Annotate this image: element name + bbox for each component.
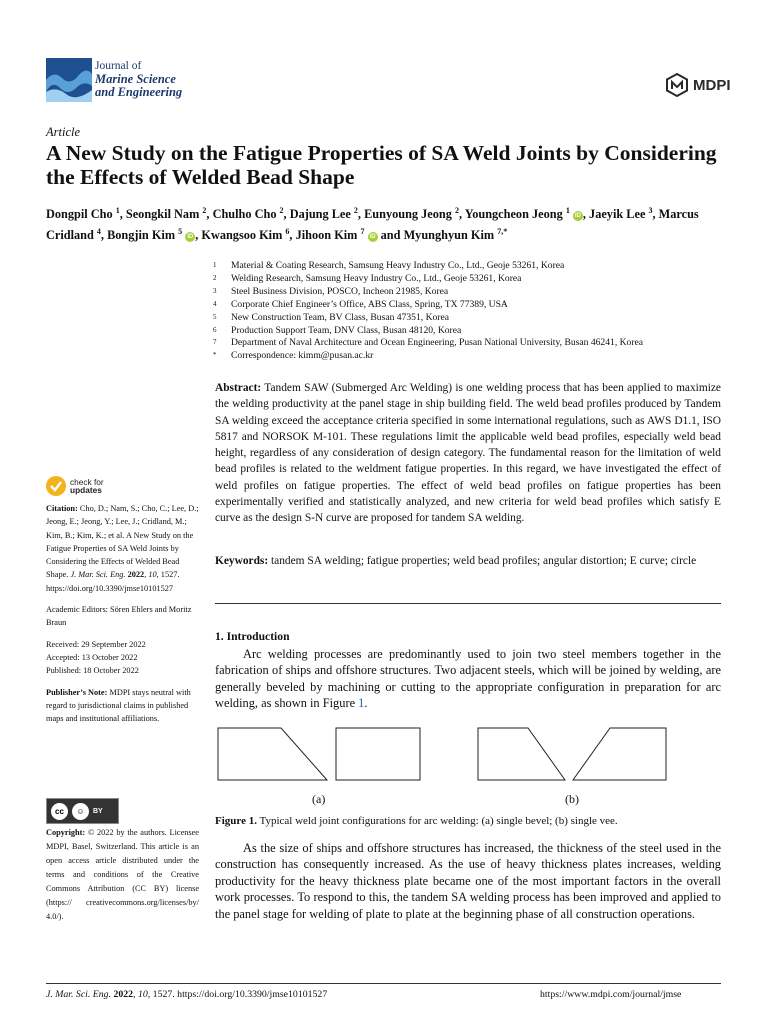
affiliation-number: 7 <box>213 338 217 347</box>
journal-title-line2: Marine Science <box>95 72 176 86</box>
footer-citation: J. Mar. Sci. Eng. 2022, 10, 1527. https://doi.org/10.3390/jmse10101527 <box>46 989 328 1000</box>
divider <box>215 603 721 604</box>
affiliation-item <box>213 350 733 363</box>
figure-1-diagram <box>215 724 721 784</box>
author-affiliation-sup: 5 <box>178 227 183 237</box>
figure-1-caption-label: Figure 1. <box>215 815 257 827</box>
affiliation-number: * <box>213 351 217 360</box>
cc-by-label: BY <box>93 807 103 815</box>
keywords <box>215 553 721 569</box>
affiliation-item <box>213 337 733 350</box>
footer-divider <box>46 983 721 984</box>
publisher-name: MDPI <box>693 76 731 94</box>
author-name: Dajung Lee $^2$ <box>289 206 358 222</box>
citation-year: 2022 <box>127 570 145 580</box>
mdpi-hexagon-icon <box>665 73 689 97</box>
article-type: Article <box>46 125 81 139</box>
copyright-notice <box>46 826 199 924</box>
orcid-icon[interactable]: iD <box>574 213 581 220</box>
author-affiliation-sup: 1 <box>115 206 120 215</box>
orcid-icon[interactable]: iD <box>369 234 376 241</box>
affiliation-number: 1 <box>213 261 217 269</box>
author-name: Chulho Cho $^2$ <box>212 206 284 222</box>
abstract <box>215 380 721 527</box>
author-name: Marcus Cridland $^4$ <box>46 207 699 243</box>
author-name: Seongkil Nam $^2$ <box>125 206 207 222</box>
author-name: Youngcheon Jeong $^1$ iD <box>464 206 581 222</box>
affiliation-list <box>213 260 733 363</box>
author-name: Jihoon Kim $^7$ iD <box>295 227 376 243</box>
author-affiliation-sup: 2 <box>454 206 459 215</box>
author-name: Bongjin Kim $^5$ iD <box>107 227 194 243</box>
copyright-label: Copyright: <box>46 828 86 837</box>
cc-by-license-badge[interactable] <box>46 798 119 824</box>
published-date: Published: 18 October 2022 <box>46 666 139 676</box>
vee-plate-left <box>478 728 565 780</box>
check-label-1: check for <box>70 476 104 487</box>
attribution-person-icon: ☺ <box>72 803 89 820</box>
affiliation-item <box>213 273 733 286</box>
bevel-plate-left <box>218 728 327 780</box>
affiliation-item <box>213 286 733 299</box>
subfigure-a-label: (a) <box>312 792 326 806</box>
publisher-note-text: MDPI stays neutral with regard to jurisdictional claims in published maps and institutional affiliations. <box>46 687 191 724</box>
footer-year: 2022 <box>113 989 134 1000</box>
affiliation-item <box>213 299 733 312</box>
bevel-plate-right <box>336 728 420 780</box>
publisher-logo <box>665 70 731 100</box>
abstract-text: Tandem SAW (Submerged Arc Welding) is one welding process that has been applied to maximize the welding productivity at the panel stage in ship building field. The weld bead profiles produced by Tandem SA welding exceed the acceptance criteria specified in some international regulations, such as AWS D1.1, ISO 5817 and NORSOK M-101. These regulations limit the applicable weld bead profiles, especially weld bead height, regardless of any consideration of design category. The fundamental reason for the limitation of weld bead profiles is related to the weldment fatigue properties. In this regard, we have investigated the effect of weld profiles on fatigue properties. The effect of weld bead profiles on fatigue properties has been experimentally verified and statistically analyzed, and new criteria for weld bead profiles which satisfy E curve as the design S-N curve are proposed for tandem SA welding. <box>215 382 721 525</box>
figure-1-link[interactable]: 1 <box>358 696 365 711</box>
author-name: Myunghyun Kim $^{7,*}$ <box>403 227 508 243</box>
author-affiliation-sup: 7 <box>360 227 365 237</box>
publisher-note <box>46 686 199 726</box>
vee-plate-right <box>573 728 666 780</box>
paragraph-1-end: . <box>364 696 368 711</box>
affiliation-text: New Construction Team, BV Class, Busan 47351, Korea <box>231 311 450 323</box>
journal-logo <box>46 58 92 102</box>
affiliation-number: 6 <box>213 325 217 334</box>
publisher-note-label: Publisher’s Note: <box>46 687 108 697</box>
figure-1-caption-text: Typical weld joint configurations for arc welding: (a) single bevel; (b) single vee. <box>259 815 618 827</box>
orcid-icon[interactable]: iD <box>187 234 194 241</box>
academic-editors: Academic Editors: Sören Ehlers and Moritz Braun <box>46 605 192 628</box>
author-name: Eunyoung Jeong $^2$ <box>364 206 459 222</box>
author-name: Jaeyik Lee $^3$ <box>589 206 653 222</box>
figure-1-caption <box>215 815 618 827</box>
affiliation-number: 5 <box>213 312 217 321</box>
affiliation-text: Corporate Chief Engineer’s Office, ABS Class, Spring, TX 77389, USA <box>231 298 508 310</box>
footer-journal-url[interactable]: https://www.mdpi.com/journal/jmse <box>540 989 682 1000</box>
accepted-date: Accepted: 13 October 2022 <box>46 652 138 662</box>
affiliation-number: 2 <box>213 273 217 282</box>
paragraph-1 <box>215 646 721 712</box>
citation-label: Citation: <box>46 504 78 513</box>
author-name: Dongpil Cho $^1$ <box>46 206 120 222</box>
cc-icon: cc <box>51 803 68 820</box>
paragraph-1-text: Arc welding processes are predominantly used to join two steel members together in the fabrication of ships and offshore structures. Two adjacent steels, which will be joined by welding, are generally beveled by machining or cutting to the appropriate configuration in preparation for arc welding, as shown in Figure <box>215 647 721 711</box>
abstract-label: Abstract: <box>215 382 262 394</box>
author-affiliation-sup: 2 <box>353 206 358 215</box>
citation-volume: 10 <box>148 570 157 580</box>
citation-journal: J. Mar. Sci. Eng. <box>70 570 126 580</box>
section-heading-introduction: 1. Introduction <box>215 630 290 643</box>
subfigure-b-label: (b) <box>565 792 579 806</box>
author-list: Dongpil Cho $^1$, Seongkil Nam $^2$, Chulho Cho $^2$, Dajung Lee $^2$, Eunyoung Jeong $^2$, Youngcheon Jeong $^1$ iD , Jaeyik Lee $^3$, Marcus Cridland $^4$, Bongjin Kim $^5$ iD , Kwangsoo Kim $^6$, Jihoon Kim $^7$ iD and Myunghyun Kim $^{7,*}$ <box>46 206 699 243</box>
sidebar-info <box>46 502 199 725</box>
paragraph-2: As the size of ships and offshore structures has increased, the thickness of the steel used in the construction has consequently increased. As the use of heavy thickness plates increases, welding productivity for the heavy thickness plate became one of the most important factors in the overall work processes. To respond to this, the tandem SA welding process has been improved and applied to the panel stage for welding of plate to plate at the beginning phase of all construction operations. <box>215 841 721 921</box>
citation-text: Cho, D.; Nam, S.; Cho, C.; Lee, D.; Jeong, E.; Jeong, Y.; Lee, J.; Cridland, M.; Kim, B.; Kim, K.; et al. A New Study on the Fatigue Properties of SA Weld Joints by Considering the Effects of Welded Bead Shape. <box>46 504 199 580</box>
keywords-label: Keywords: <box>215 555 269 567</box>
author-affiliation-sup: 1 <box>565 206 570 215</box>
footer-journal: J. Mar. Sci. Eng. <box>46 989 112 1000</box>
keywords-text: tandem SA welding; fatigue properties; weld bead profiles; angular distortion; E curve; circle <box>271 555 697 567</box>
author-affiliation-sup: 2 <box>202 206 207 215</box>
citation-pages[interactable]: , 1527. https://doi.org/10.3390/jmse10101527 <box>46 570 180 593</box>
affiliation-number: 4 <box>213 299 217 308</box>
footer-volume: 10 <box>137 989 148 1000</box>
affiliation-item <box>213 312 733 325</box>
affiliation-text: Production Support Team, DNV Class, Busan 48120, Korea <box>231 324 462 336</box>
citation: Citation: Cho, D.; Nam, S.; Cho, C.; Lee, D.; Jeong, E.; Jeong, Y.; Lee, J.; Cridland, M.; Kim, B.; Kim, K.; et al. A New Study on the Fatigue Properties of SA Weld Joints by Considering the Effects of Welded Bead Shape. J. Mar. Sci. Eng. 2022, 10, 1527. https://doi.org/10.3390/jmse10101527 <box>46 504 199 593</box>
page-title: A New Study on the Fatigue Properties of SA Weld Joints by Considering the Effects of Welded Bead Shape <box>46 141 717 189</box>
received-date: Received: 29 September 2022 <box>46 639 146 649</box>
affiliation-text: Department of Naval Architecture and Ocean Engineering, Pusan National University, Busan 46241, Korea <box>231 337 644 349</box>
affiliation-item <box>213 260 733 273</box>
journal-name <box>95 60 182 99</box>
affiliation-text: Material & Coating Research, Samsung Heavy Industry Co., Ltd., Geoje 53261, Korea <box>231 260 565 271</box>
author-affiliation-sup: 4 <box>96 227 101 237</box>
footer-doi[interactable]: , 1527. https://doi.org/10.3390/jmse10101527 <box>147 989 328 1000</box>
check-label-2: updates <box>70 485 102 495</box>
author-affiliation-sup: 2 <box>279 206 284 215</box>
affiliation-text: Correspondence: kimm@pusan.ac.kr <box>231 350 374 362</box>
author-name: Kwangsoo Kim $^6$ <box>201 227 290 243</box>
author-affiliation-sup: 3 <box>648 206 653 215</box>
affiliation-text: Steel Business Division, POSCO, Incheon 21985, Korea <box>231 285 449 297</box>
affiliation-item <box>213 325 733 338</box>
author-affiliation-sup: 6 <box>285 227 290 237</box>
check-updates-icon <box>46 476 66 496</box>
affiliation-number: 3 <box>213 286 217 295</box>
author-affiliation-sup: 7,* <box>497 227 508 237</box>
check-for-updates-button[interactable] <box>46 476 104 496</box>
affiliation-text: Welding Research, Samsung Heavy Industry Co., Ltd., Geoje 53261, Korea <box>231 272 522 284</box>
journal-of: Journal of <box>95 60 142 72</box>
journal-title-line3: and Engineering <box>95 85 183 99</box>
copyright-text: © 2022 by the authors. Licensee MDPI, Basel, Switzerland. This article is an open access article distributed under the terms and conditions of the Creative Commons Attribution (CC BY) license (https:// creativecommons.org/licenses/by/ 4.0/). <box>46 828 199 921</box>
